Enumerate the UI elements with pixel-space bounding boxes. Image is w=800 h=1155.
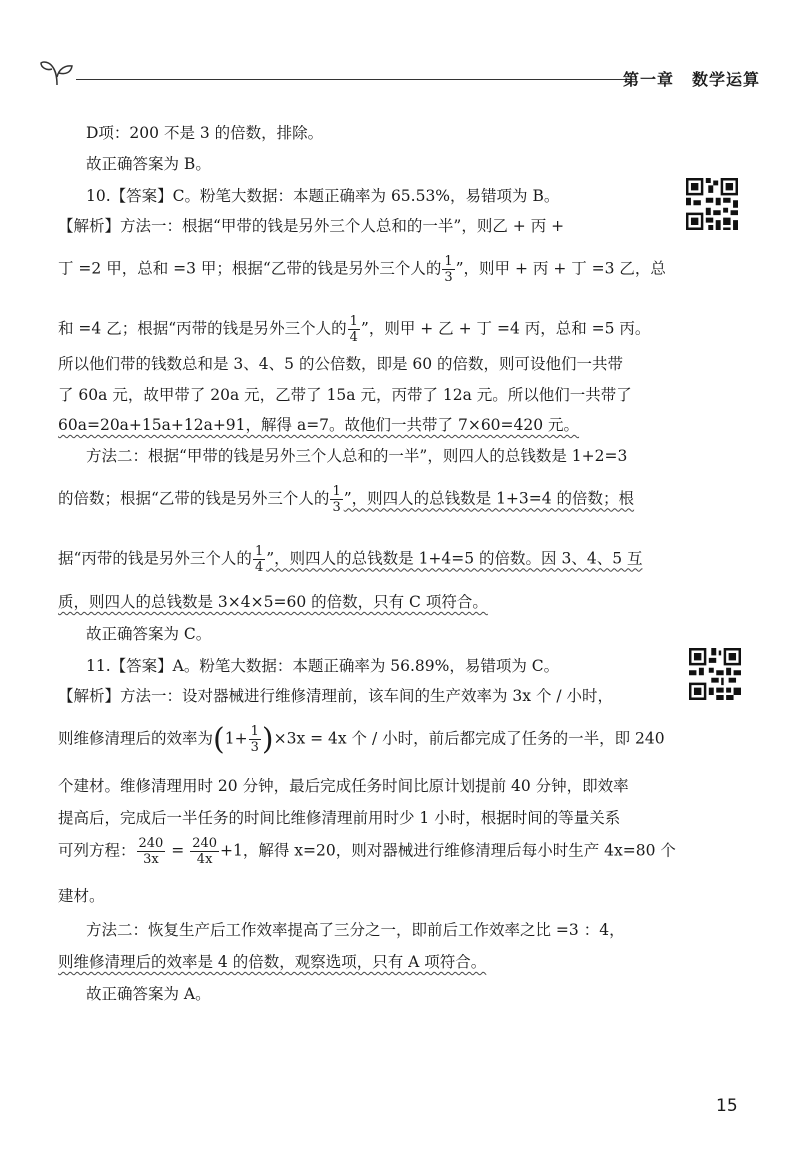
fraction [330, 484, 342, 515]
text-line [58, 544, 643, 575]
text-line: 所以他们带的钱数总和是 3、4、5 的公倍数，即是 60 的倍数，则可设他们一共带 [58, 355, 624, 373]
denominator: 3 [332, 500, 341, 515]
numerator: 240 [138, 836, 164, 851]
text-span: 和 =4 乙；根据“丙带的钱是另外三个人的 [58, 319, 347, 338]
numerator: 1 [250, 724, 259, 739]
text-line: 11.【答案】A。粉笔大数据：本题正确率为 56.89%，易错项为 C。 [86, 657, 560, 675]
text-span: 的倍数；根据“乙带的钱是另外三个人的 [58, 489, 330, 508]
fraction [137, 836, 166, 867]
header-rule [76, 79, 632, 80]
fraction [348, 314, 360, 345]
text-span: ”，则四人的总钱数是 1+3=4 的倍数；根 [343, 489, 635, 508]
text-span: 提高后，完成后一半任务的时间比维修清理前用时少 1 小时，根据时间的等量关系 [58, 809, 621, 827]
text-line: 方法二：恢复生产后工作效率提高了三分之一，即前后工作效率之比 =3 ：4， [86, 921, 625, 939]
text-line: 建材。 [58, 887, 105, 905]
numerator: 1 [332, 484, 341, 499]
equals-sign: = [166, 841, 190, 860]
chapter-number: 第一章 [622, 70, 674, 89]
denominator: 3x [143, 852, 159, 867]
denominator: 4x [196, 852, 213, 867]
text-span: ”，则四人的总钱数是 1+4=5 的倍数。因 3、4、5 互 [266, 549, 643, 568]
text-line: 【解析】方法一：设对器械进行维修清理前，该车间的生产效率为 3x 个 / 小时， [58, 687, 614, 705]
qr-code-icon[interactable] [689, 648, 741, 700]
text-line: 个建材。维修清理用时 20 分钟，最后完成任务时间比原计划提前 40 分钟，即效率 [58, 777, 629, 795]
text-line [58, 314, 650, 345]
fraction [253, 544, 265, 575]
text-line [58, 484, 634, 515]
left-paren: ( [213, 722, 225, 757]
text-span: 1+ [224, 729, 248, 748]
denominator: 4 [254, 560, 264, 575]
text-line: D项：200 不是 3 的倍数，排除。 [86, 124, 324, 142]
text-line: 了 60a 元，故甲带了 20a 元，乙带了 15a 元，丙带了 12a 元。所以他们一共带了 [58, 386, 632, 404]
numerator: 240 [192, 836, 218, 851]
text-span: 可列方程： [58, 841, 136, 860]
chapter-name: 数学运算 [691, 70, 760, 89]
text-line: 方法二：根据“甲带的钱是另外三个人总和的一半”，则四人的总钱数是 1+2=3 [86, 447, 628, 465]
page-header [40, 55, 760, 95]
fraction [442, 254, 454, 285]
denominator: 3 [444, 270, 453, 285]
text-line: 60a=20a+15a+12a+91，解得 a=7。故他们一共带了 7×60=420 元。 [58, 416, 580, 434]
text-span: ×3x = 4x 个 / 小时，前后都完成了任务的一半，即 240 [273, 729, 665, 748]
text-line: 【解析】方法一：根据“甲带的钱是另外三个人总和的一半”，则乙 + 丙 + [58, 217, 565, 235]
text-span: +1，解得 x=20，则对器械进行维修清理后每小时生产 4x=80 个 [220, 841, 676, 860]
text-line: 故正确答案为 C。 [86, 625, 212, 643]
chapter-title [623, 67, 760, 90]
fraction [249, 724, 261, 755]
text-span: 丁 =2 甲，总和 =3 甲；根据“乙带的钱是另外三个人的 [58, 259, 442, 278]
text-line [58, 254, 666, 285]
denominator: 4 [349, 330, 358, 345]
numerator: 1 [254, 544, 264, 559]
right-paren: ) [261, 722, 274, 757]
text-line: 则维修清理后的效率是 4 的倍数，观察选项，只有 A 项符合。 [58, 953, 487, 971]
qr-code-icon[interactable] [686, 178, 738, 230]
sprout-icon [40, 57, 74, 87]
fraction [190, 836, 219, 867]
text-line: 10.【答案】C。粉笔大数据：本题正确率为 65.53%，易错项为 B。 [86, 187, 560, 205]
text-span: 据“丙带的钱是另外三个人的 [58, 549, 252, 568]
numerator: 1 [444, 254, 453, 269]
page-number: 15 [716, 1096, 738, 1116]
denominator: 3 [250, 740, 259, 755]
text-line [58, 806, 620, 828]
text-span: ”，则甲 + 丙 + 丁 =3 乙，总 [455, 259, 666, 278]
text-line: 质，则四人的总钱数是 3×4×5=60 的倍数，只有 C 项符合。 [58, 593, 488, 611]
text-line: 故正确答案为 A。 [86, 985, 211, 1003]
numerator: 1 [349, 314, 358, 329]
text-line [58, 836, 676, 867]
text-span: 则维修清理后的效率为 [58, 729, 214, 748]
text-line: 故正确答案为 B。 [86, 155, 211, 173]
text-span: ”，则甲 + 乙 + 丁 =4 丙，总和 =5 丙。 [360, 319, 651, 338]
text-line [58, 722, 665, 757]
